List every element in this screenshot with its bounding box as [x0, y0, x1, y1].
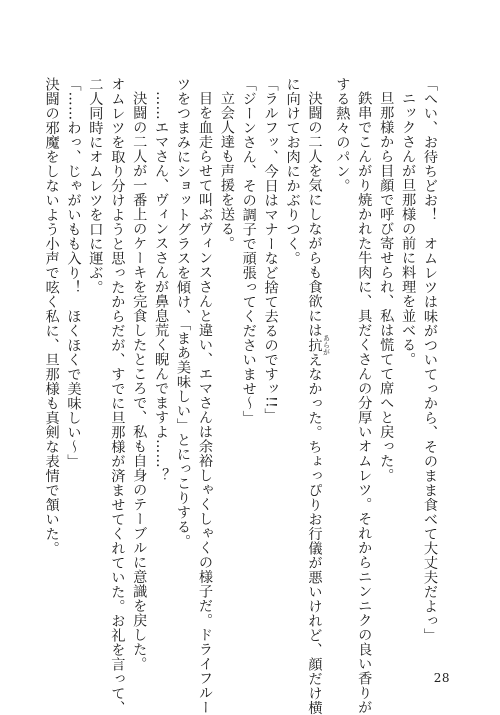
text-line: 「……わっ、じゃがいもも入り！ ほくほくで美味しい〜」: [65, 77, 82, 469]
text-line: オムレツを取り分けようと思ったからだが、すでに旦那様が済ませてくれていた。お礼を言って、: [109, 77, 126, 715]
ruby-annotation: [306, 334, 331, 356]
text-line: に向けてお肉にかぶりつく。: [284, 77, 301, 266]
ruby-base: 抗: [306, 334, 323, 356]
text-line: 「ラルフッ、今日はマナーなど捨て去るのですッ!!」: [262, 77, 279, 423]
text-line: ……エマさん、ヴィンスさんが鼻息荒く睨んでますよ……？: [153, 91, 170, 483]
text-line: 目を血走らせて叫ぶヴィンスさんと違い、エマさんは余裕しゃくしゃくの様子だ。ドライフルー: [196, 91, 213, 715]
text-line: する熱々のパン。: [334, 77, 351, 193]
text-line: 決闘の邪魔をしないよう小声で呟く私に、旦那様も真剣な表情で頷いた。: [43, 77, 60, 556]
text-segment: えなかった。ちょっぴりお行儀が悪いけれど、顔だけ横: [306, 352, 323, 715]
text-line: ツをつまみにショットグラスを傾け、「まあ美味しい」とにっこりする。: [175, 77, 192, 549]
text-line: 鉄串でこんがり焼かれた牛肉に、具だくさんの分厚いオムレツ。それからニンニクの良い香りが: [356, 91, 373, 715]
text-line-with-ruby: [303, 77, 331, 715]
text-line: 「へい、お待ちどお！ オムレツは味がついてっから、そのまま食べて大丈夫だよっ」: [422, 77, 438, 643]
text-segment: 決闘の二人を気にしながらも食欲には: [306, 91, 323, 338]
text-line: ニックさんが旦那様の前に料理を並べる。: [400, 91, 417, 367]
text-line: 決闘の二人が一番上のケーキを完食したところで、私も自身のテーブルに意識を戻した。: [131, 91, 148, 672]
text-line: 「ジーンさん、その調子で頑張ってくださいませ〜」: [240, 77, 257, 425]
page-number: 28: [433, 671, 450, 685]
ruby-reading: あらが: [322, 334, 331, 356]
text-line: 二人同時にオムレツを口に運ぶ。: [87, 77, 104, 295]
vertical-text-body: [40, 77, 440, 715]
text-line: 旦那様から目顔で呼び寄せられ、私は慌てて席へと戻った。: [378, 91, 395, 483]
text-line: 立会人達も声援を送る。: [218, 91, 235, 251]
